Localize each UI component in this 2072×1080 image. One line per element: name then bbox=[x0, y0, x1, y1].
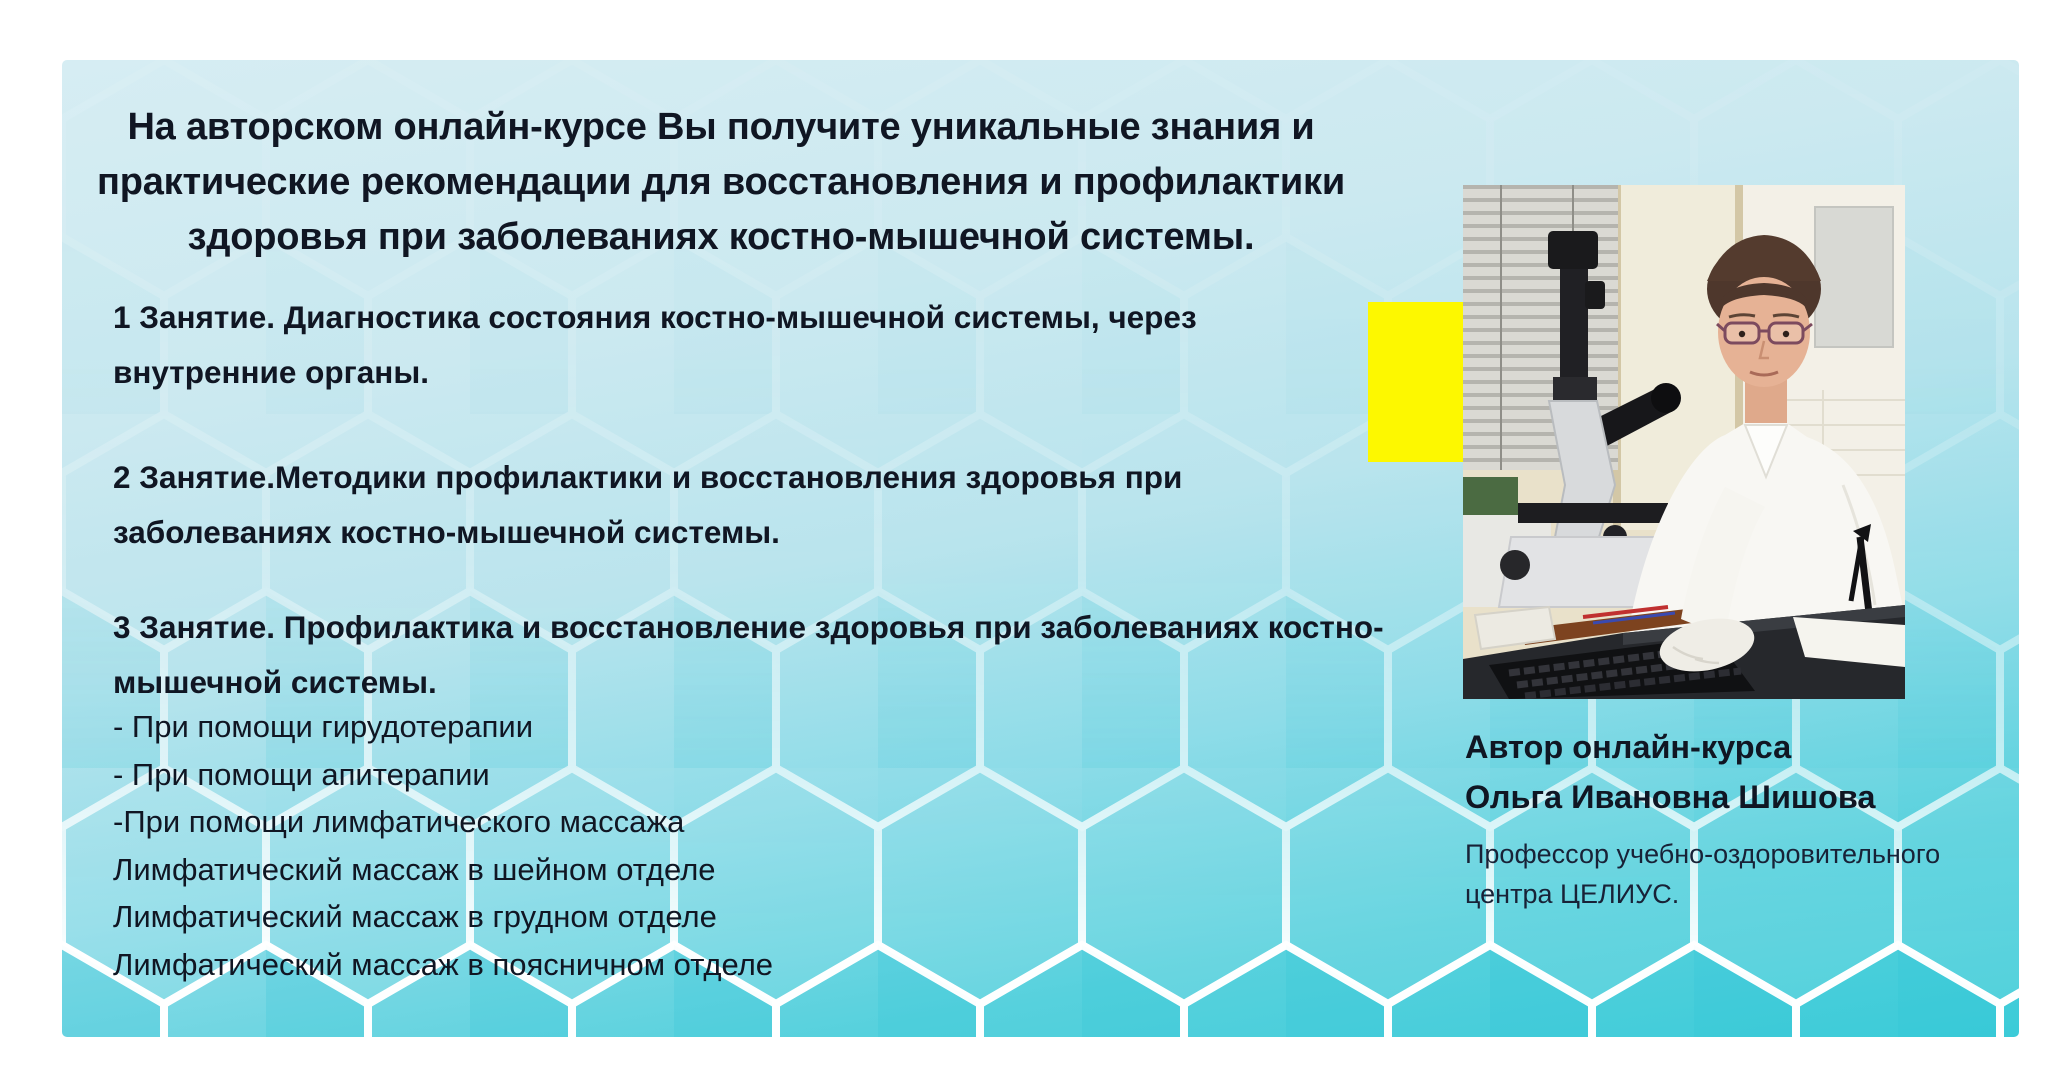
author-photo bbox=[1463, 185, 1905, 699]
lesson-line: 3 Занятие. Профилактика и восстановление здоровья при заболеваниях костно- bbox=[113, 609, 1384, 645]
lesson-line: 1 Занятие. Диагностика состояния костно-мышечной системы, через bbox=[113, 299, 1197, 335]
lesson-3-item bbox=[113, 600, 1453, 710]
author-photo-illustration bbox=[1463, 185, 1905, 699]
author-description-line: Профессор учебно-оздоровительного bbox=[1465, 839, 1941, 869]
author-description bbox=[1465, 834, 1965, 914]
method-item: -При помощи лимфатического массажа bbox=[113, 804, 685, 840]
lesson-line: 2 Занятие.Методики профилактики и восстановления здоровья при bbox=[113, 459, 1183, 495]
lesson-2-item bbox=[113, 450, 1453, 560]
lesson-line: заболеваниях костно-мышечной системы. bbox=[113, 514, 780, 550]
method-item: Лимфатический массаж в грудном отделе bbox=[113, 899, 717, 935]
method-item: - При помощи апитерапии bbox=[113, 756, 490, 792]
methods-list bbox=[113, 703, 1453, 989]
author-caption bbox=[1465, 722, 1965, 914]
lesson-line: внутренние органы. bbox=[113, 354, 429, 390]
author-name: Ольга Ивановна Шишова bbox=[1465, 779, 1876, 815]
yellow-accent-rectangle bbox=[1368, 302, 1463, 462]
method-item: Лимфатический массаж в поясничном отделе bbox=[113, 946, 774, 982]
author-description-line: центра ЦЕЛИУС. bbox=[1465, 879, 1680, 909]
author-label: Автор онлайн-курса bbox=[1465, 729, 1792, 765]
heading-line: здоровья при заболеваниях костно-мышечной системы. bbox=[187, 216, 1255, 258]
lesson-line: мышечной системы. bbox=[113, 664, 437, 700]
course-intro-heading bbox=[90, 100, 1352, 265]
heading-line: На авторском онлайн-курсе Вы получите уникальные знания и bbox=[127, 106, 1315, 148]
heading-line: практические рекомендации для восстановления и профилактики bbox=[96, 161, 1345, 203]
method-item: - При помощи гирудотерапии bbox=[113, 709, 534, 744]
lesson-1-item bbox=[113, 290, 1453, 400]
picture-frame bbox=[1815, 207, 1893, 347]
method-item: Лимфатический массаж в шейном отделе bbox=[113, 851, 716, 887]
course-slide bbox=[62, 60, 2019, 1037]
